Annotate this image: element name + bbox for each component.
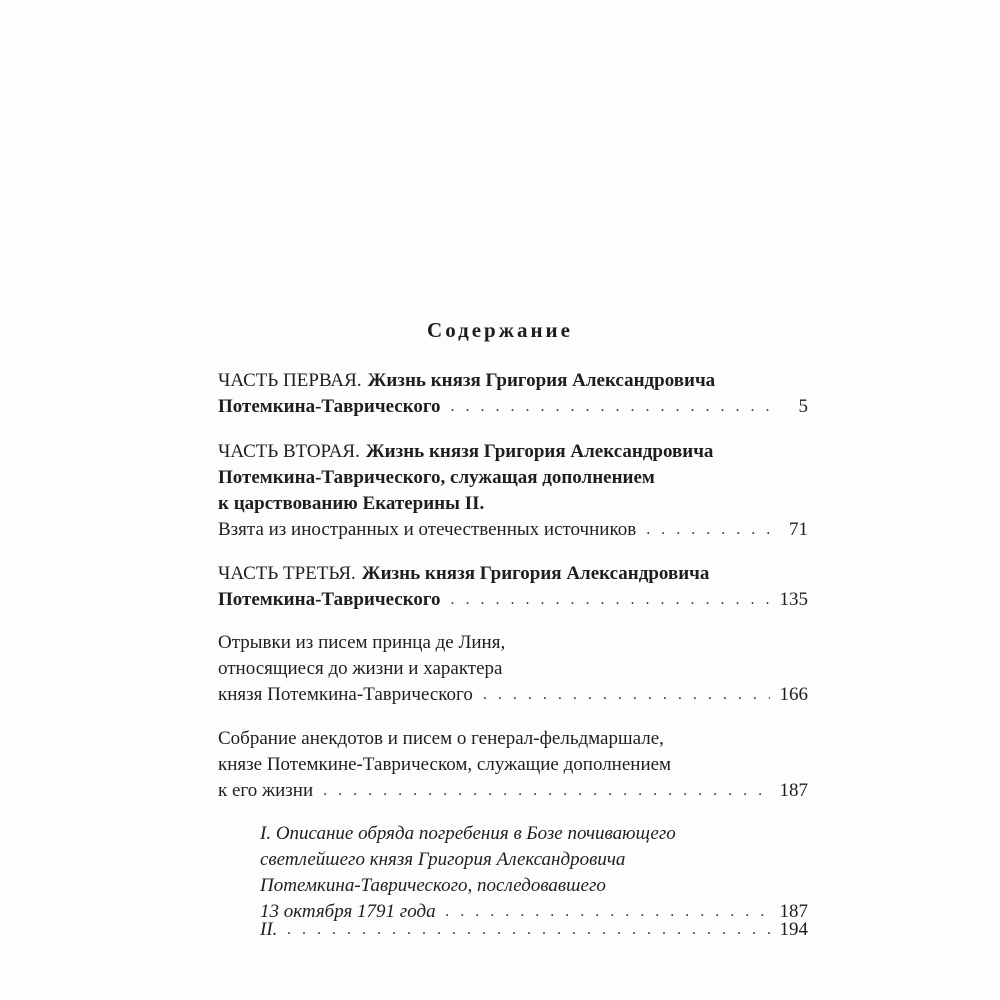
- toc-entry-title-line: [218, 465, 808, 491]
- toc-entry-last-line: [218, 778, 808, 804]
- page-number: 187: [779, 780, 808, 801]
- toc-entry-part-one[interactable]: [218, 368, 808, 420]
- toc-entry-title-line: [260, 873, 808, 899]
- toc-entry-title: Жизнь князя Григория Александровича: [367, 370, 716, 391]
- toc-entry-title-continued: светлейшего князя Григория Александровича: [260, 849, 626, 870]
- toc-entry-title-line: [260, 847, 808, 873]
- toc-entry-title: I. Описание обряда погребения в Бозе почивающего: [260, 823, 676, 844]
- page-number: 5: [798, 396, 808, 417]
- toc-entry-title-continued: Потемкина-Таврического, служащая дополнением: [218, 467, 655, 488]
- toc-entry-title-line: [218, 726, 808, 752]
- toc-entry-part-three[interactable]: [218, 561, 808, 613]
- toc-entry-title-line: [218, 368, 808, 394]
- page-number: 187: [779, 901, 808, 922]
- toc-entry-last-line: [218, 682, 808, 708]
- toc-entry-title-continued: 13 октября 1791 года: [260, 901, 436, 922]
- dot-leader: [646, 517, 778, 543]
- toc-entry-title-line: [260, 821, 808, 847]
- toc-entry-title: Жизнь князя Григория Александровича: [361, 563, 710, 584]
- toc-subentry-funeral-description[interactable]: [260, 821, 808, 925]
- dot-leader: [451, 587, 770, 613]
- toc-entry-title-line: [218, 656, 808, 682]
- toc-entry-last-line: [218, 587, 808, 613]
- page-number: 71: [789, 519, 808, 540]
- toc-entry-anecdotes[interactable]: [218, 726, 808, 804]
- toc-entry-title-line: [218, 439, 808, 465]
- toc-entry-last-line: [260, 917, 808, 943]
- toc-entry-title: II.: [260, 919, 278, 940]
- toc-entry-subtitle: Взята из иностранных и отечественных источников: [218, 519, 637, 540]
- toc-entry-title-continued: Потемкина-Таврического: [218, 396, 441, 417]
- toc-entry-title-line: [218, 630, 808, 656]
- toc-entry-title: Жизнь князя Григория Александровича: [365, 441, 714, 462]
- toc-entry-title-continued: относящиеся до жизни и характера: [218, 658, 503, 679]
- toc-entry-last-line: [218, 394, 808, 420]
- page-number: 166: [779, 684, 808, 705]
- toc-entry-part-label: ЧАСТЬ ПЕРВАЯ.: [218, 370, 362, 391]
- page-number: 194: [779, 919, 808, 940]
- toc-entry-title-continued: Потемкина-Таврического: [218, 589, 441, 610]
- page-number: 135: [779, 589, 808, 610]
- dot-leader: [323, 778, 769, 804]
- toc-entry-title-continued: князя Потемкина-Таврического: [218, 684, 473, 705]
- toc-entry-title-continued: к царствованию Екатерины II.: [218, 493, 485, 514]
- toc-entry-title-line: [218, 752, 808, 778]
- toc-entry-part-label: ЧАСТЬ ВТОРАЯ.: [218, 441, 360, 462]
- toc-entry-title-continued: к его жизни: [218, 780, 314, 801]
- toc-entry-part-two[interactable]: [218, 439, 808, 543]
- toc-entry-title-line: [218, 561, 808, 587]
- toc-entry-title-line: [218, 491, 808, 517]
- toc-subentry-two[interactable]: [260, 917, 808, 943]
- toc-entry-title-continued: Потемкина-Таврического, последовавшего: [260, 875, 606, 896]
- toc-entry-title: Отрывки из писем принца де Линя,: [218, 632, 506, 653]
- toc-entry-title: Собрание анекдотов и писем о генерал-фельдмаршале,: [218, 728, 664, 749]
- toc-entry-last-line: [218, 517, 808, 543]
- dot-leader: [287, 917, 769, 943]
- dot-leader: [483, 682, 770, 708]
- toc-entry-de-ligne-letters[interactable]: [218, 630, 808, 708]
- toc-entry-part-label: ЧАСТЬ ТРЕТЬЯ.: [218, 563, 356, 584]
- toc-entry-title-continued: князе Потемкине-Таврическом, служащие дополнением: [218, 754, 672, 775]
- dot-leader: [451, 394, 778, 420]
- page-title: Содержание: [427, 318, 573, 342]
